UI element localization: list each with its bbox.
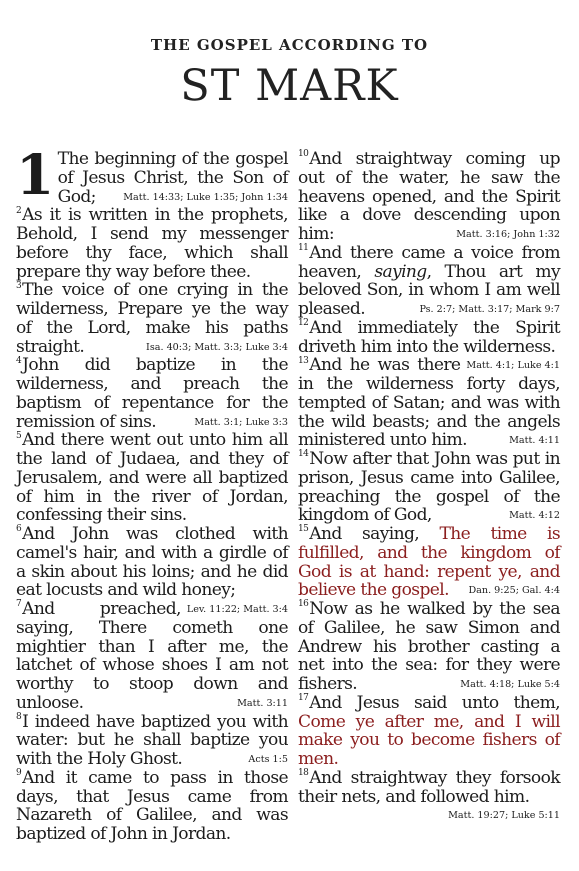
cross-reference: Dan. 9:25; Gal. 4:4 (468, 585, 560, 597)
right-text-column (298, 150, 560, 825)
verse-text: I indeed have baptized you with water: but he shall baptize you with the Holy Ghost. (16, 711, 288, 769)
cross-reference: Lev. 11:22; Matt. 3:4 (186, 604, 288, 615)
cross-reference: Ps. 2:7; Matt. 3:17; Mark 9:7 (419, 304, 560, 315)
verse-5 (16, 431, 288, 525)
verse-number: 12 (298, 318, 309, 329)
verse-number: 7 (16, 599, 22, 610)
chapter-number: 1 (16, 142, 54, 207)
verse-number: 4 (16, 355, 22, 366)
verse-text: The voice of one crying in the wilderness, Prepare ye the way of the Lord, make his paths straight. (16, 280, 288, 357)
cross-reference: Matt. 3:11 (237, 697, 288, 709)
cross-reference: Matt. 4:18; Luke 5:4 (460, 679, 560, 690)
cross-reference: Matt. 3:16; John 1:32 (456, 229, 560, 240)
verse-italic-text: saying (374, 261, 427, 282)
book-title: ST MARK (180, 61, 399, 111)
verse-text: Now after that John was put in prison, Jesus came into Galilee, preaching the gospel of the kingdom of God, (298, 449, 560, 526)
verse-text: John did baptize in the wilderness, and preach the baptism of repentance for the remission of sins. (16, 355, 288, 432)
verse-3 (16, 281, 288, 356)
book-heading-kicker: THE GOSPEL ACCORDING TO (150, 36, 429, 54)
cross-reference: Matt. 3:1; Luke 3:3 (194, 416, 288, 428)
verse-number: 17 (298, 693, 309, 704)
verse-9 (16, 769, 288, 844)
verse-11 (298, 244, 560, 319)
verse-number: 10 (298, 149, 309, 160)
verse-text: And straightway they forsook their nets, and followed him. (298, 767, 560, 807)
words-of-christ: The time is fulfilled, and the kingdom of God is at hand: repent ye, and believe the gospel. (298, 524, 560, 601)
cross-reference: Isa. 40:3; Matt. 3:3; Luke 3:4 (146, 341, 288, 353)
verse-8 (16, 713, 288, 769)
verse-15 (298, 525, 560, 600)
verse-text: Now as he walked by the sea of Galilee, he saw Simon and Andrew his brother casting a net into the sea: for they were fishers. (298, 599, 560, 694)
left-text-column (16, 142, 288, 844)
verse-18 (298, 767, 560, 822)
verse-text: As it is written in the prophets, Behold, I send my messenger before thy face, which shall prepare thy way before thee. (16, 205, 288, 282)
verse-4 (16, 356, 288, 431)
verse-17 (298, 694, 560, 769)
verse-14 (298, 450, 560, 525)
verse-text: And preached, saying, There cometh one mightier than I after me, the latchet of whose shoes I am not worthy to stoop down and unloose. (16, 599, 288, 713)
verse-number: 5 (16, 430, 22, 441)
verse-10 (298, 150, 560, 244)
verse-number: 8 (16, 711, 22, 722)
verse-text: And there went out unto him all the land of Judaea, and they of Jerusalem, and were all baptized of him in the river of Jordan, confessing their sins. (16, 430, 288, 526)
verse-1 (16, 142, 288, 207)
verse-text: And immediately the Spirit driveth him into the wilderness. (298, 317, 560, 357)
verse-6 (16, 524, 288, 615)
cross-reference: Matt. 4:11 (509, 435, 560, 447)
cross-reference: Matt. 4:12 (509, 510, 560, 522)
verse-2 (16, 206, 288, 281)
verse-number: 3 (16, 280, 22, 291)
verse-number: 9 (16, 768, 22, 779)
verse-text: And John was clothed with camel's hair, and with a girdle of a skin about his loins; and he did eat locusts and wild honey; (16, 524, 288, 601)
words-of-christ: Come ye after me, and I will make you to become fishers of men. (298, 711, 560, 769)
verse-number: 11 (298, 243, 309, 254)
verse-text: The beginning of the gospel of Jesus Christ, the Son of God; (57, 149, 288, 207)
cross-reference: Matt. 19:27; Luke 5:11 (448, 810, 560, 822)
verse-16 (298, 600, 560, 694)
verse-text: , Thou art my beloved Son, in whom I am well pleased. (298, 261, 561, 319)
verse-text: And Jesus said unto them, (309, 692, 560, 713)
verse-text: And there came a voice from heaven, (298, 242, 560, 282)
cross-reference: Matt. 4:1; Luke 4:1 (466, 360, 560, 372)
verse-number: 15 (298, 524, 309, 535)
verse-text: And saying, (309, 524, 440, 544)
cross-reference: Matt. 14:33; Luke 1:35; John 1:34 (123, 191, 288, 203)
verse-number: 6 (16, 524, 22, 535)
verse-number: 14 (298, 449, 309, 460)
verse-number: 16 (298, 599, 309, 610)
verse-text: And it came to pass in those days, that Jesus came from Nazareth of Galilee, and was baptized of John in Jordan. (16, 767, 288, 844)
verse-number: 13 (298, 355, 309, 366)
verse-number: 2 (16, 205, 22, 216)
verse-text: And straightway coming up out of the water, he saw the heavens opened, and the Spirit like a dove descending upon him: (298, 149, 560, 244)
verse-number: 18 (298, 768, 309, 779)
verse-text: And he was there in the wilderness forty days, tempted of Satan; and was with the wild beasts; and the angels ministered unto him. (298, 355, 560, 451)
cross-reference: Acts 1:5 (248, 754, 288, 765)
